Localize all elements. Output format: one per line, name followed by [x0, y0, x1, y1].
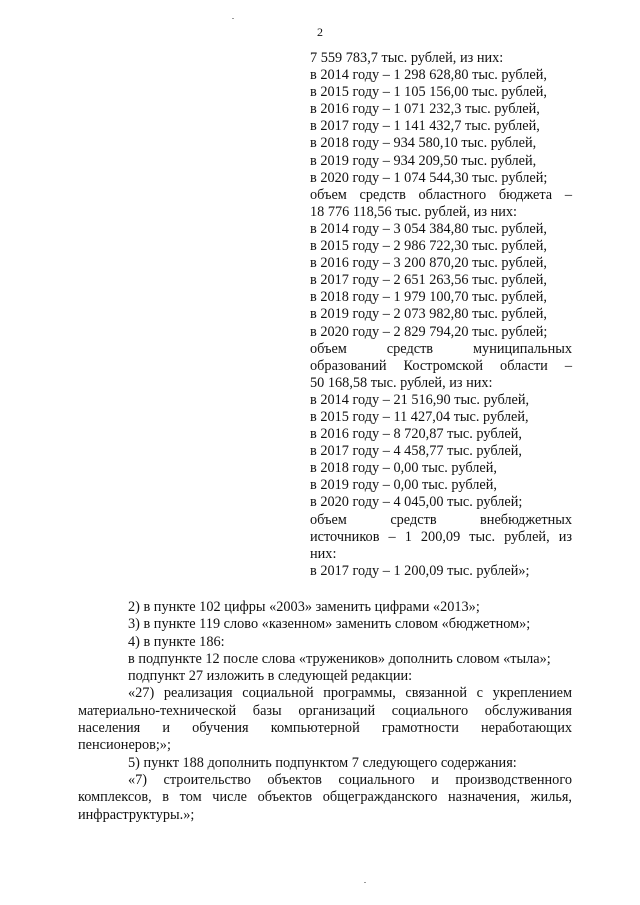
amendment-item-5: 5) пункт 188 дополнить подпунктом 7 следующего содержания:	[128, 754, 517, 771]
year-amount-line: в 2017 году – 1 141 432,7 тыс. рублей,	[310, 118, 540, 135]
year-amount-line: в 2014 году – 21 516,90 тыс. рублей,	[310, 391, 530, 408]
year-amount-line: в 2020 году – 4 045,00 тыс. рублей;	[310, 494, 523, 511]
year-amount-line: в 2017 году – 2 651 263,56 тыс. рублей,	[310, 272, 547, 289]
year-amount-line: в 2015 году – 1 105 156,00 тыс. рублей,	[310, 84, 547, 101]
amendment-item-4-sub27-intro: подпункт 27 изложить в следующей редакции:	[128, 668, 413, 685]
municipal-intro-line2: образований Костромской области –	[310, 357, 572, 374]
scan-speck	[232, 18, 234, 19]
year-amount-line: в 2015 году – 11 427,04 тыс. рублей,	[310, 408, 529, 425]
scan-speck	[364, 882, 366, 883]
year-amount-line: в 2016 году – 1 071 232,3 тыс. рублей,	[310, 101, 540, 118]
year-amount-line: в 2014 году – 3 054 384,80 тыс. рублей,	[310, 220, 547, 237]
regional-years-list	[310, 221, 572, 341]
year-amount-line: в 2019 году – 0,00 тыс. рублей,	[310, 477, 497, 494]
year-amount-line: в 2017 году – 1 200,09 тыс. рублей»;	[310, 562, 530, 579]
amendment-item-4-sub12: в подпункте 12 после слова «тружеников» дополнить словом «тыла»;	[128, 650, 551, 667]
offbudget-years-list	[310, 563, 572, 580]
regional-intro-line1: объем средств областного бюджета –	[310, 186, 572, 203]
year-amount-line: в 2018 году – 1 979 100,70 тыс. рублей,	[310, 289, 547, 306]
funding-column	[310, 50, 572, 580]
year-amount-line: в 2015 году – 2 986 722,30 тыс. рублей,	[310, 238, 547, 255]
year-amount-line: в 2016 году – 8 720,87 тыс. рублей,	[310, 426, 522, 443]
offbudget-intro-line1: объем средств внебюджетных	[310, 511, 572, 528]
federal-years-list	[310, 67, 572, 187]
year-amount-line: в 2019 году – 2 073 982,80 тыс. рублей,	[310, 306, 547, 323]
year-amount-line: в 2016 году – 3 200 870,20 тыс. рублей,	[310, 255, 547, 272]
offbudget-intro-line2: источников – 1 200,09 тыс. рублей, из	[310, 528, 572, 545]
amendment-item-4-sub27-text: «27) реализация социальной программы, связанной с укреплением материально-технической базы организаций социального обслуживания населения и обучения компьютерной грамотности неработающих пенсионеров;»;	[78, 685, 572, 754]
year-amount-line: в 2018 году – 934 580,10 тыс. рублей,	[310, 135, 537, 152]
year-amount-line: в 2017 году – 4 458,77 тыс. рублей,	[310, 443, 522, 460]
offbudget-intro-line3: них:	[310, 545, 337, 562]
year-amount-line: в 2020 году – 2 829 794,20 тыс. рублей;	[310, 323, 548, 340]
amendment-item-2: 2) в пункте 102 цифры «2003» заменить цифрами «2013»;	[128, 599, 480, 615]
amendment-item-3: 3) в пункте 119 слово «казенном» заменить словом «бюджетном»;	[128, 616, 531, 633]
year-amount-line: в 2020 году – 1 074 544,30 тыс. рублей;	[310, 169, 548, 186]
amendment-item-4: 4) в пункте 186:	[128, 633, 225, 650]
federal-intro: 7 559 783,7 тыс. рублей, из них:	[310, 50, 504, 66]
municipal-intro-line1: объем средств муниципальных	[310, 340, 572, 357]
amendments-text	[78, 599, 572, 824]
page-number: 2	[317, 25, 323, 39]
regional-intro-line2: 18 776 118,56 тыс. рублей, из них:	[310, 203, 518, 220]
year-amount-line: в 2014 году – 1 298 628,80 тыс. рублей,	[310, 67, 547, 84]
amendment-item-5-text: «7) строительство объектов социального и производственного комплексов, в том числе объектов общегражданского назначения, жилья, инфраструктуры.»;	[78, 771, 572, 823]
municipal-years-list	[310, 392, 572, 512]
year-amount-line: в 2019 году – 934 209,50 тыс. рублей,	[310, 152, 537, 169]
year-amount-line: в 2018 году – 0,00 тыс. рублей,	[310, 460, 497, 477]
municipal-intro-line3: 50 168,58 тыс. рублей, из них:	[310, 374, 493, 391]
